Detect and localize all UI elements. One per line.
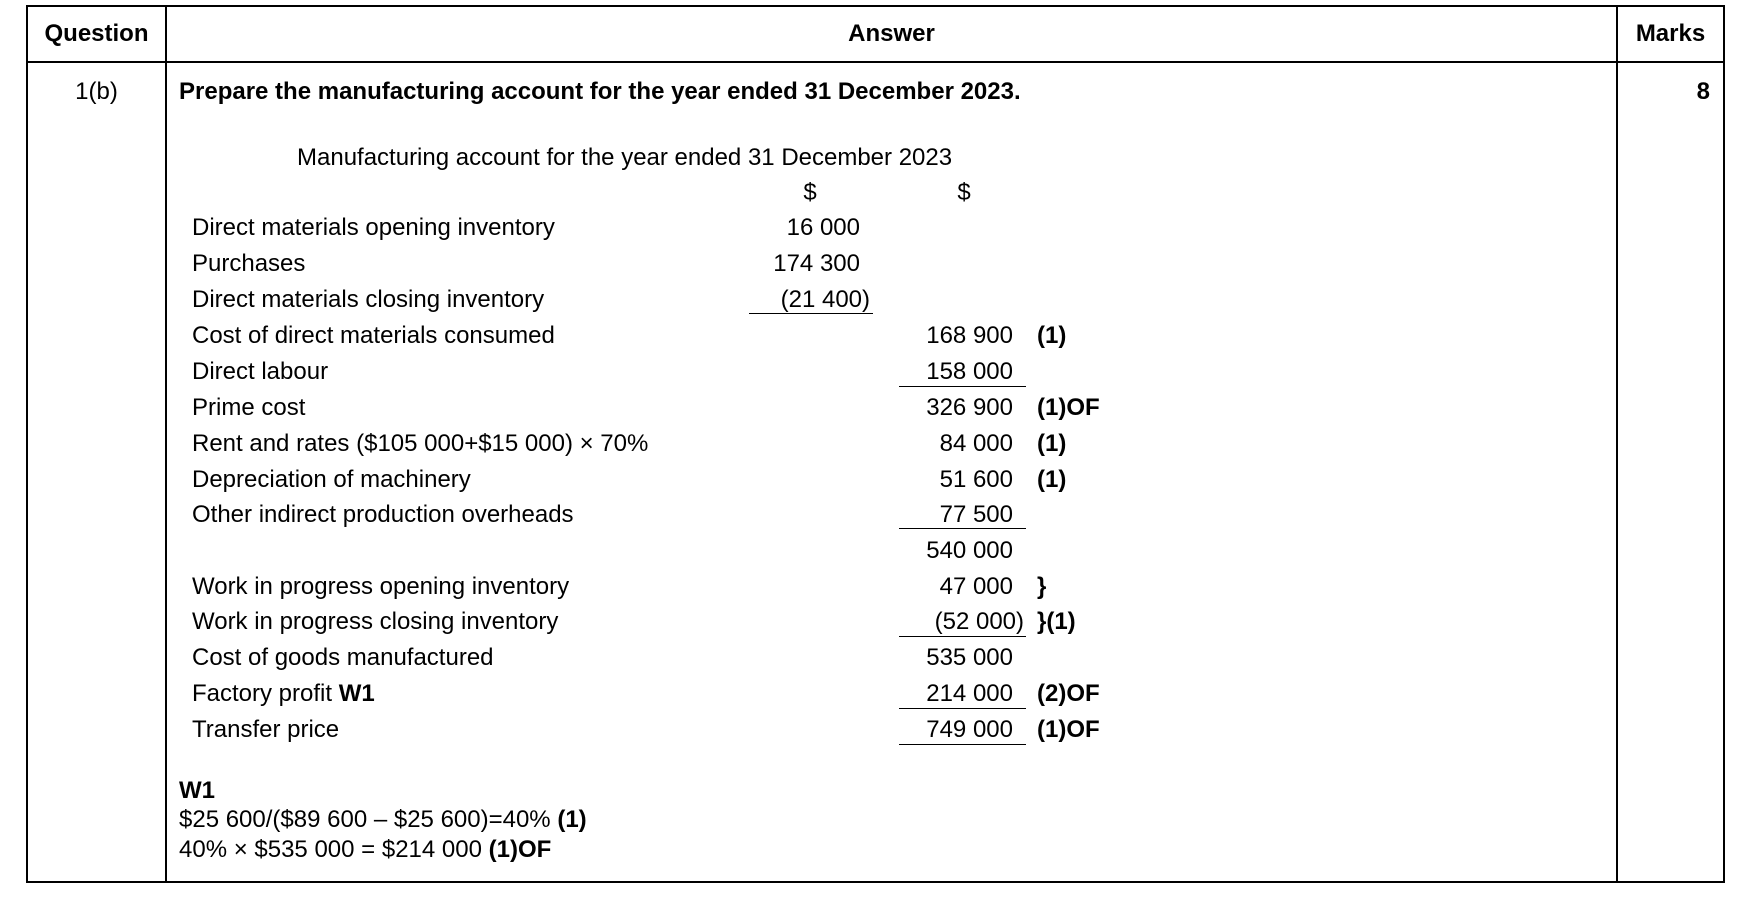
row-label-ref: W1	[338, 680, 375, 707]
total-rule	[899, 744, 1026, 745]
mark-annotation: (1)	[1037, 322, 1067, 349]
col2-value: (52 000)	[934, 608, 1024, 635]
mark-annotation: }	[1037, 573, 1047, 600]
col2-value: 47 000	[939, 573, 1013, 600]
col2-value: 540 000	[926, 537, 1013, 564]
subtotal-rule	[899, 528, 1026, 529]
row-label: Purchases	[192, 250, 306, 277]
col1-value: 174 300	[773, 250, 860, 277]
row-label: Other indirect production overheads	[192, 501, 574, 528]
column-divider-marks	[1616, 5, 1618, 883]
row-label: Direct materials opening inventory	[192, 214, 555, 241]
mark-annotation: }(1)	[1037, 608, 1076, 635]
row-label: Cost of goods manufactured	[192, 644, 494, 671]
account-title: Manufacturing account for the year ended 31 December 2023	[297, 144, 953, 171]
row-label: Direct materials closing inventory	[192, 286, 545, 313]
subtotal-rule	[899, 708, 1026, 709]
question-number: 1(b)	[75, 78, 118, 105]
col2-value: 326 900	[926, 394, 1013, 421]
header-question: Question	[44, 19, 149, 47]
marks-value: 8	[1696, 78, 1710, 105]
working-line-2-text: 40% × $535 000 = $214 000	[179, 836, 482, 863]
row-label: Depreciation of machinery	[192, 466, 471, 493]
col2-value: 214 000	[926, 680, 1013, 707]
working-line-2	[179, 836, 551, 864]
col2-value: 84 000	[939, 430, 1013, 457]
column-divider-question	[165, 5, 167, 883]
col1-value: 16 000	[786, 214, 860, 241]
working-line-1-mark: (1)	[557, 806, 587, 833]
col1-currency-header: $	[803, 179, 817, 206]
working-line-1-text: $25 600/($89 600 – $25 600)=40%	[179, 806, 551, 833]
mark-annotation: (1)	[1037, 466, 1067, 493]
row-label: Cost of direct materials consumed	[192, 322, 555, 349]
col2-value: 168 900	[926, 322, 1013, 349]
col2-value: 535 000	[926, 644, 1013, 671]
row-label: Rent and rates ($105 000+$15 000) × 70%	[192, 430, 649, 457]
row-label: Work in progress opening inventory	[192, 573, 570, 600]
row-label: Transfer price	[192, 716, 340, 743]
mark-annotation: (2)OF	[1037, 680, 1100, 707]
mark-annotation: (1)OF	[1037, 394, 1100, 421]
row-label: Prime cost	[192, 394, 306, 421]
working-line-1	[179, 806, 587, 834]
row-label	[192, 679, 375, 709]
row-label: Work in progress closing inventory	[192, 608, 559, 635]
question-prompt: Prepare the manufacturing account for the year ended 31 December 2023.	[179, 78, 1021, 105]
col1-value: (21 400)	[780, 286, 870, 313]
col2-currency-header: $	[957, 179, 971, 206]
working-title: W1	[179, 777, 215, 804]
subtotal-rule	[899, 386, 1026, 387]
col2-value: 77 500	[939, 501, 1013, 528]
col2-value: 158 000	[926, 358, 1013, 385]
col2-value: 51 600	[939, 466, 1013, 493]
header-answer: Answer	[848, 19, 935, 47]
row-label: Direct labour	[192, 358, 329, 385]
working-line-2-mark: (1)OF	[488, 836, 552, 863]
mark-annotation: (1)	[1037, 430, 1067, 457]
col2-value: 749 000	[926, 716, 1013, 743]
header-marks: Marks	[1635, 19, 1706, 47]
subtotal-rule	[749, 313, 873, 314]
mark-annotation: (1)OF	[1037, 716, 1100, 743]
subtotal-rule	[899, 636, 1026, 637]
row-label-text: Factory profit	[192, 680, 333, 707]
